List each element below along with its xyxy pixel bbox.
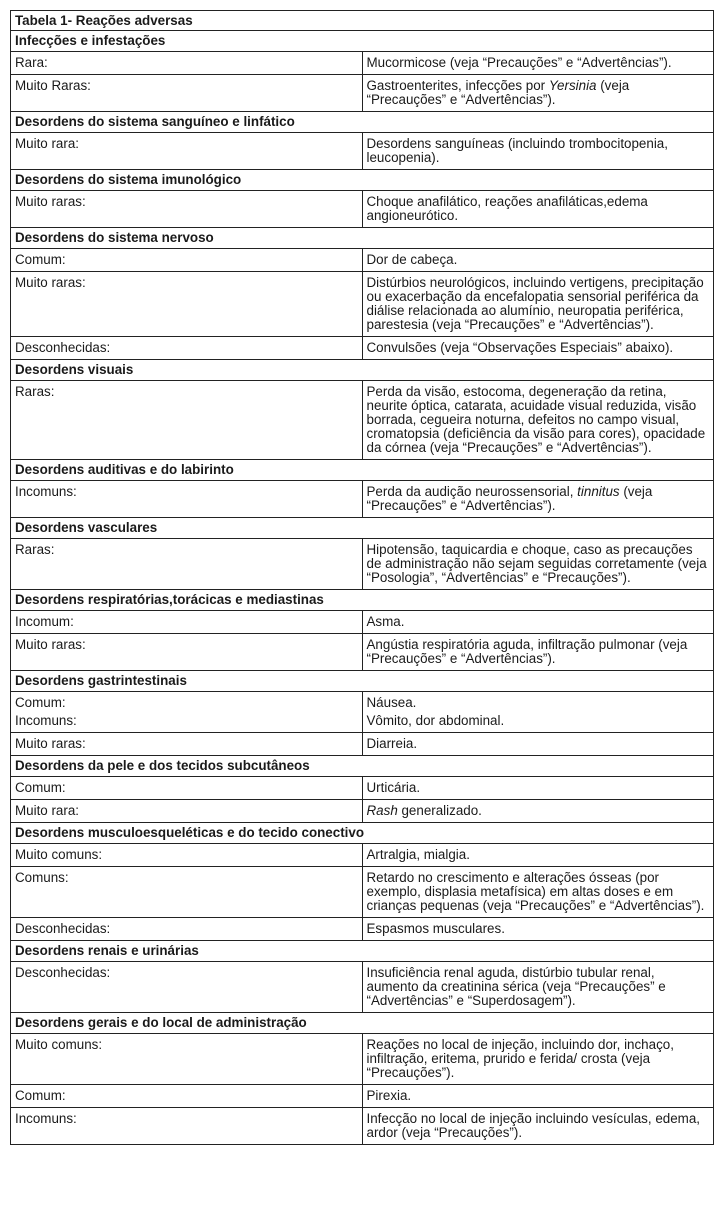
- frequency-cell: Muito comuns:: [11, 1034, 363, 1085]
- table-row: [11, 611, 714, 634]
- section-header-row: [11, 590, 714, 611]
- table-title: Tabela 1- Reações adversas: [11, 11, 714, 31]
- reaction-cell: Asma.: [362, 611, 714, 634]
- table-row: [11, 1034, 714, 1085]
- table-row: [11, 777, 714, 800]
- frequency-cell: Incomum:: [11, 611, 363, 634]
- frequency-cell: Muito raras:: [11, 733, 363, 756]
- reaction-cell: Distúrbios neurológicos, incluindo vertigens, precipitação ou exacerbação da encefalopatia sensorial periférica da diálise relacionada ao alumínio, neuropatia periférica, parestesia (veja “Precauções” e “Advertências”).: [362, 272, 714, 337]
- table-row: [11, 692, 714, 713]
- section-header-row: [11, 941, 714, 962]
- section-heading: Desordens gastrintestinais: [11, 671, 714, 692]
- section-header-row: [11, 31, 714, 52]
- section-header-row: [11, 360, 714, 381]
- reaction-cell: Reações no local de injeção, incluindo dor, inchaço, infiltração, eritema, prurido e ferida/ crosta (veja “Precauções”).: [362, 1034, 714, 1085]
- table-row: [11, 381, 714, 460]
- section-heading: Desordens do sistema sanguíneo e linfático: [11, 112, 714, 133]
- table-row: [11, 712, 714, 733]
- table-row: [11, 1085, 714, 1108]
- section-header-row: [11, 1013, 714, 1034]
- table-row: [11, 75, 714, 112]
- table-row: [11, 844, 714, 867]
- frequency-cell: Incomuns:: [11, 481, 363, 518]
- table-row: [11, 191, 714, 228]
- section-header-row: [11, 756, 714, 777]
- reaction-cell: Pirexia.: [362, 1085, 714, 1108]
- frequency-cell: Muito rara:: [11, 133, 363, 170]
- frequency-cell: Raras:: [11, 539, 363, 590]
- table-row: [11, 800, 714, 823]
- table-row: [11, 634, 714, 671]
- frequency-cell: Muito raras:: [11, 634, 363, 671]
- reaction-cell: Espasmos musculares.: [362, 918, 714, 941]
- section-header-row: [11, 170, 714, 191]
- section-heading: Infecções e infestações: [11, 31, 714, 52]
- table-row: [11, 539, 714, 590]
- table-row: [11, 918, 714, 941]
- frequency-cell: Muito rara:: [11, 800, 363, 823]
- reaction-cell: Gastroenterites, infecções por Yersinia (veja “Precauções” e “Advertências”).: [362, 75, 714, 112]
- section-heading: Desordens vasculares: [11, 518, 714, 539]
- section-heading: Desordens gerais e do local de administração: [11, 1013, 714, 1034]
- section-heading: Desordens musculoesqueléticas e do tecido conectivo: [11, 823, 714, 844]
- reaction-cell: Perda da audição neurossensorial, tinnitus (veja “Precauções” e “Advertências”).: [362, 481, 714, 518]
- section-header-row: [11, 112, 714, 133]
- reaction-cell: Náusea.: [362, 692, 714, 713]
- table-row: [11, 1108, 714, 1145]
- frequency-cell: Comum:: [11, 249, 363, 272]
- frequency-cell: Comum:: [11, 692, 363, 713]
- section-heading: Desordens do sistema nervoso: [11, 228, 714, 249]
- frequency-cell: Desconhecidas:: [11, 918, 363, 941]
- frequency-cell: Muito Raras:: [11, 75, 363, 112]
- reaction-cell: Convulsões (veja “Observações Especiais” abaixo).: [362, 337, 714, 360]
- table-row: [11, 481, 714, 518]
- table-row: [11, 337, 714, 360]
- section-heading: Desordens do sistema imunológico: [11, 170, 714, 191]
- reaction-cell: Choque anafilático, reações anafiláticas,edema angioneurótico.: [362, 191, 714, 228]
- section-header-row: [11, 671, 714, 692]
- frequency-cell: Raras:: [11, 381, 363, 460]
- table-row: [11, 867, 714, 918]
- reaction-cell: Diarreia.: [362, 733, 714, 756]
- frequency-cell: Incomuns:: [11, 1108, 363, 1145]
- reaction-cell: Mucormicose (veja “Precauções” e “Advertências”).: [362, 52, 714, 75]
- section-heading: Desordens visuais: [11, 360, 714, 381]
- adverse-reactions-table: [10, 10, 714, 1145]
- frequency-cell: Comum:: [11, 777, 363, 800]
- frequency-cell: Desconhecidas:: [11, 962, 363, 1013]
- frequency-cell: Incomuns:: [11, 712, 363, 733]
- table-row: [11, 272, 714, 337]
- table-row: [11, 962, 714, 1013]
- section-heading: Desordens da pele e dos tecidos subcutâneos: [11, 756, 714, 777]
- frequency-cell: Muito raras:: [11, 272, 363, 337]
- table-body: [11, 11, 714, 1145]
- table-caption-row: [11, 11, 714, 31]
- frequency-cell: Comuns:: [11, 867, 363, 918]
- reaction-cell: Retardo no crescimento e alterações ósseas (por exemplo, displasia metafísica) em altas doses e em crianças pequenas (veja “Precauções” e “Advertências”).: [362, 867, 714, 918]
- section-heading: Desordens auditivas e do labirinto: [11, 460, 714, 481]
- frequency-cell: Comum:: [11, 1085, 363, 1108]
- frequency-cell: Muito raras:: [11, 191, 363, 228]
- frequency-cell: Rara:: [11, 52, 363, 75]
- reaction-cell: Insuficiência renal aguda, distúrbio tubular renal, aumento da creatinina sérica (veja “Precauções” e “Advertências” e “Superdosagem”).: [362, 962, 714, 1013]
- reaction-cell: Vômito, dor abdominal.: [362, 712, 714, 733]
- table-row: [11, 52, 714, 75]
- reaction-cell: Artralgia, mialgia.: [362, 844, 714, 867]
- table-row: [11, 249, 714, 272]
- section-header-row: [11, 823, 714, 844]
- section-header-row: [11, 460, 714, 481]
- reaction-cell: Desordens sanguíneas (incluindo trombocitopenia, leucopenia).: [362, 133, 714, 170]
- table-row: [11, 133, 714, 170]
- section-header-row: [11, 228, 714, 249]
- table-row: [11, 733, 714, 756]
- section-heading: Desordens renais e urinárias: [11, 941, 714, 962]
- reaction-cell: Rash generalizado.: [362, 800, 714, 823]
- reaction-cell: Urticária.: [362, 777, 714, 800]
- reaction-cell: Dor de cabeça.: [362, 249, 714, 272]
- reaction-cell: Angústia respiratória aguda, infiltração pulmonar (veja “Precauções” e “Advertências”).: [362, 634, 714, 671]
- reaction-cell: Hipotensão, taquicardia e choque, caso as precauções de administração não sejam seguidas corretamente (veja “Posologia”, “Advertências” e “Precauções”).: [362, 539, 714, 590]
- section-heading: Desordens respiratórias,torácicas e mediastinas: [11, 590, 714, 611]
- frequency-cell: Muito comuns:: [11, 844, 363, 867]
- frequency-cell: Desconhecidas:: [11, 337, 363, 360]
- reaction-cell: Infecção no local de injeção incluindo vesículas, edema, ardor (veja “Precauções”).: [362, 1108, 714, 1145]
- section-header-row: [11, 518, 714, 539]
- reaction-cell: Perda da visão, estocoma, degeneração da retina, neurite óptica, catarata, acuidade visual reduzida, visão borrada, cegueira noturna, defeitos no campo visual, cromatopsia (deficiência da visão para cores), opacidade da córnea (veja “Precauções” e “Advertências”).: [362, 381, 714, 460]
